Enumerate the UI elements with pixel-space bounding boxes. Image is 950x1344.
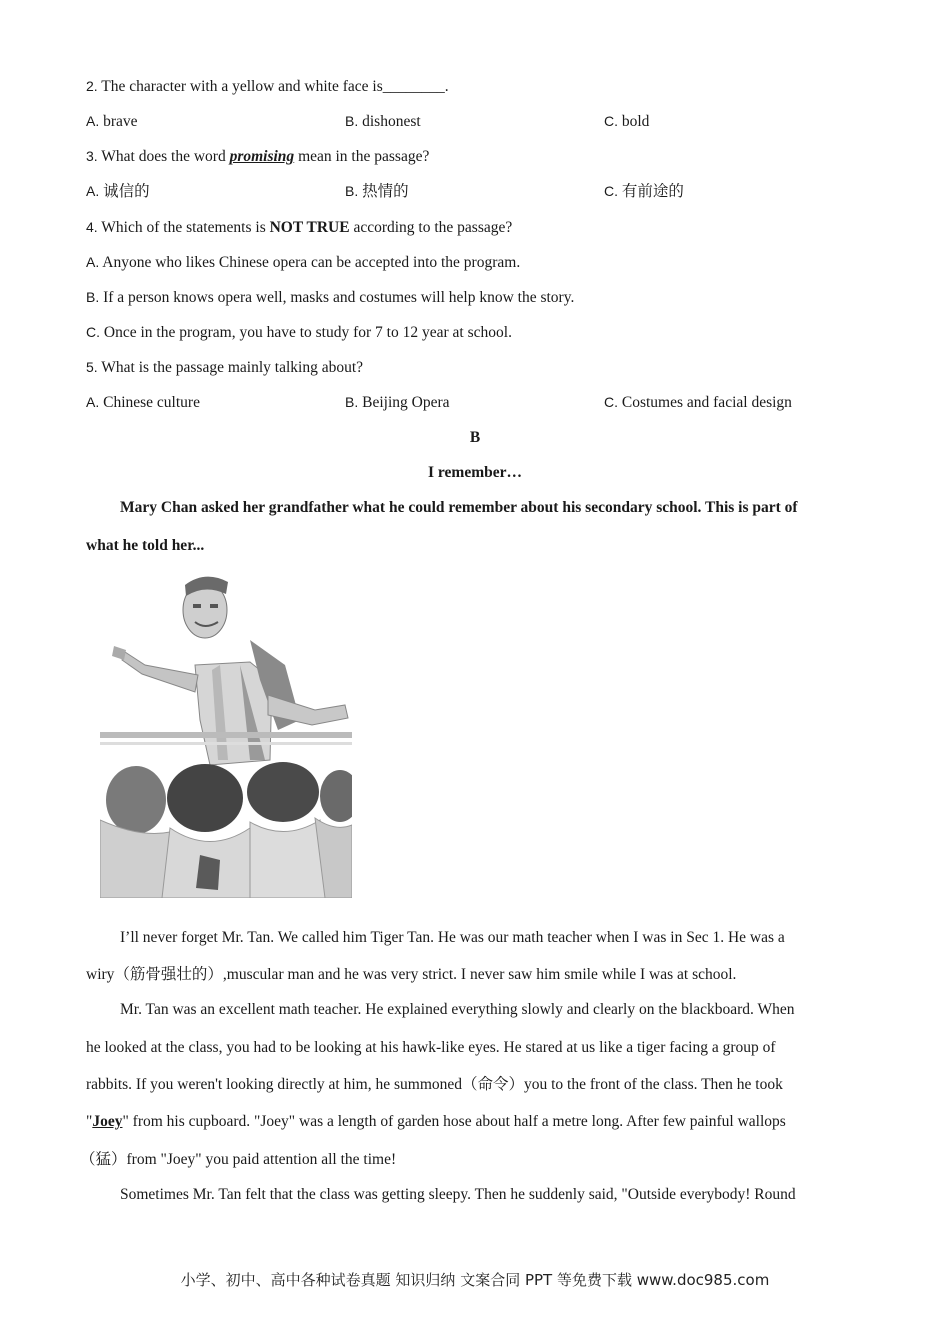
question-3-option-a: A. 诚信的 — [86, 183, 150, 200]
passage-p2-line4: "Joey" from his cupboard. "Joey" was a length of garden hose about half a metre long. After few painful wallops — [86, 1113, 786, 1130]
question-5-option-a: A. Chinese culture — [86, 394, 200, 411]
intro-line-2: what he told her... — [86, 537, 205, 554]
question-4-option-c: C. Once in the program, you have to study for 7 to 12 year at school. — [86, 324, 512, 341]
passage-p2-line1: Mr. Tan was an excellent math teacher. He explained everything slowly and clearly on the blackboard. When — [120, 1001, 795, 1018]
intro-line-1: Mary Chan asked her grandfather what he could remember about his secondary school. This is part of — [120, 499, 798, 516]
question-4-stem: 4. Which of the statements is NOT TRUE according to the passage? — [86, 219, 513, 236]
keyword-not-true: NOT TRUE — [269, 219, 350, 236]
question-5-stem: 5. What is the passage mainly talking about? — [86, 359, 364, 376]
question-2-stem: 2. The character with a yellow and white face is________. — [86, 78, 449, 95]
question-3-stem: 3. What does the word promising mean in the passage? — [86, 148, 430, 165]
question-2-option-c: C. bold — [604, 113, 650, 130]
question-3-option-b: B. 热情的 — [345, 183, 409, 200]
passage-p3-line1: Sometimes Mr. Tan felt that the class was getting sleepy. Then he suddenly said, "Outside everybody! Round — [120, 1186, 796, 1203]
keyword-promising: promising — [229, 148, 295, 165]
question-4-option-a: A. Anyone who likes Chinese opera can be accepted into the program. — [86, 254, 521, 271]
question-3-option-c: C. 有前途的 — [604, 183, 684, 200]
question-4-option-b: B. If a person knows opera well, masks and costumes will help know the story. — [86, 289, 575, 306]
passage-p2-line2: he looked at the class, you had to be looking at his hawk-like eyes. He stared at us like a tiger facing a group of — [86, 1039, 776, 1056]
question-2-option-a: A. brave — [86, 113, 138, 130]
section-title: I remember… — [428, 464, 522, 481]
question-5-option-b: B. Beijing Opera — [345, 394, 450, 411]
question-2-option-b: B. dishonest — [345, 113, 421, 130]
keyword-joey: Joey — [92, 1113, 123, 1130]
question-5-option-c: C. Costumes and facial design — [604, 394, 792, 411]
passage-p1-line2: wiry（筋骨强壮的）,muscular man and he was very strict. I never saw him smile while I was at school. — [86, 966, 737, 983]
passage-p2-line5: （猛）from "Joey" you paid attention all the time! — [80, 1151, 397, 1168]
passage-p2-line3: rabbits. If you weren't looking directly at him, he summoned（命令）you to the front of the class. Then he took — [86, 1076, 783, 1093]
section-label: B — [469, 429, 481, 446]
page-footer: 小学、初中、高中各种试卷真题 知识归纳 文案合同 PPT 等免费下载 www.doc985.com — [180, 1271, 770, 1289]
passage-p1-line1: I’ll never forget Mr. Tan. We called him Tiger Tan. He was our math teacher when I was in Sec 1. He was a — [120, 929, 785, 946]
teacher-classroom-illustration — [100, 570, 352, 898]
